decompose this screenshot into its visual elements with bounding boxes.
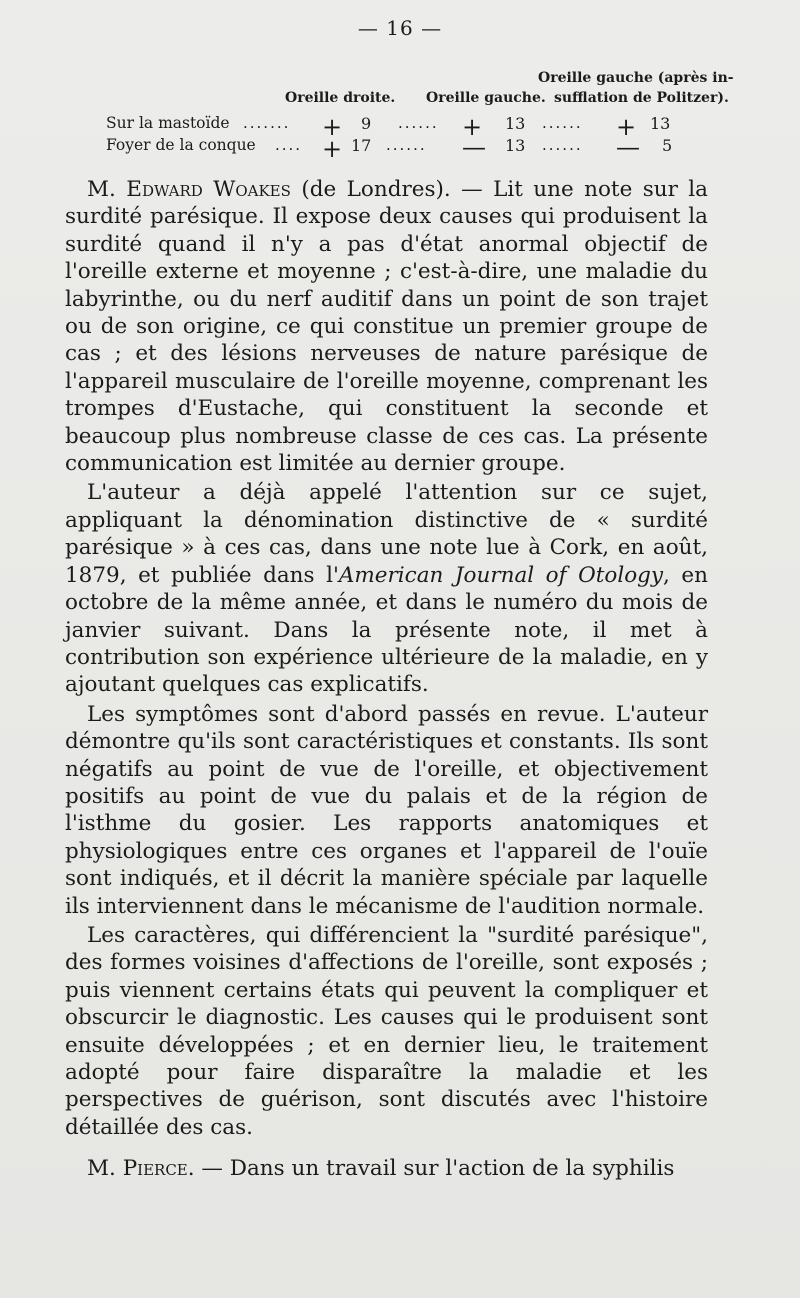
paragraph-text: , en octobre de la même année, et dans le numéro du mois de janvier suivant. Dans la présente note, il met à contribution son expérience ultérieure de la maladie, en y ajoutant quelques cas explicatifs. (65, 562, 708, 698)
paragraph-woakes (65, 176, 708, 477)
table-dot-leader: ...... (398, 114, 439, 132)
table-cell-value: 9 (361, 114, 372, 133)
body-text (65, 176, 708, 1183)
table-cell-sign: + (322, 135, 343, 163)
table-cell-sign: — (462, 133, 486, 161)
table-header-col3-line1: Oreille gauche (après in- (538, 70, 734, 86)
page-number: — 16 — (357, 16, 443, 40)
table-cell-sign: + (322, 113, 343, 141)
speaker-prefix: M. (87, 177, 127, 202)
paragraph-text: Les caractères, qui différencient la "surdité parésique", des formes voisines d'affections de l'oreille, sont exposés ; puis viennent certains états qui peuvent la compliquer et obscurcir le diagnostic. Les causes qui le produisent sont ensuite développées ; et en dernier lieu, le traitement adopté pour faire disparaître la maladie et les perspectives de guérison, sont discutés avec l'histoire détaillée des cas. (65, 922, 708, 1140)
table-dot-leader: ...... (386, 136, 427, 154)
table-header-col2: Oreille gauche. (426, 90, 546, 106)
table-cell-sign: — (616, 133, 640, 161)
hearing-measurements-table (0, 0, 800, 170)
paragraph-text: Les symptômes sont d'abord passés en revue. L'auteur démontre qu'ils sont caractéristiques et constants. Ils sont négatifs au point de vue de l'oreille, et objectivement positifs au point de vue du palais et de la région de l'isthme du gosier. Les rapports anatomiques et physiologiques entre ces organes et l'appareil de l'ouïe sont indiqués, et il décrit la manière spéciale par laquelle ils interviennent dans le mécanisme de l'audition normale. (65, 701, 708, 919)
paragraph-symptoms (65, 701, 708, 920)
table-header-col1: Oreille droite. (285, 90, 396, 106)
table-cell-value: 17 (351, 136, 372, 155)
table-cell-value: 13 (505, 136, 526, 155)
table-row-leader: .... (275, 136, 303, 154)
table-cell-sign: + (462, 113, 483, 141)
paragraph-characteristics (65, 922, 708, 1141)
paragraph-pierce (65, 1155, 708, 1182)
table-cell-sign: + (616, 113, 637, 141)
speaker-name: Pierce (122, 1156, 188, 1182)
speaker-prefix: M. (87, 1156, 123, 1182)
speaker-name: Edward Woakes (126, 177, 291, 202)
paragraph-text: L'auteur a déjà appelé l'attention sur ce sujet, appliquant la dénomination distinctive de « surdité parésique » à ces cas, dans une note lue à Cork, en août, 1879, et publiée dans l' (65, 480, 708, 588)
table-row-leader: ....... (243, 114, 291, 132)
table-row-label: Foyer de la conque (106, 136, 256, 154)
table-row-label: Sur la mastoïde (106, 114, 230, 132)
paragraph-author-history (65, 479, 708, 698)
table-header-col3-line2: sufflation de Politzer). (554, 90, 729, 106)
paragraph-text: . — Dans un travail sur l'action de la syphilis (187, 1156, 675, 1182)
table-cell-value: 5 (662, 136, 673, 155)
table-cell-value: 13 (650, 114, 671, 133)
paragraph-text: (de Londres). — Lit une note sur la surdité parésique. Il expose deux causes qui produisent la surdité quand il n'y a pas d'état anormal objectif de l'oreille externe et moyenne ; c'est-à-dire, une maladie du labyrinthe, ou du nerf auditif dans un point de son trajet ou de son origine, ce qui constitue un premier groupe de cas ; et des lésions nerveuses de nature parésique de l'appareil musculaire de l'oreille moyenne, comprenant les trompes d'Eustache, qui constituent la seconde et beaucoup plus nombreuse classe de ces cas. La présente communication est limitée au dernier groupe. (65, 177, 709, 477)
journal-title: American Journal of Otology (338, 562, 664, 588)
table-dot-leader: ...... (542, 114, 583, 132)
table-dot-leader: ...... (542, 136, 583, 154)
table-cell-value: 13 (505, 114, 526, 133)
